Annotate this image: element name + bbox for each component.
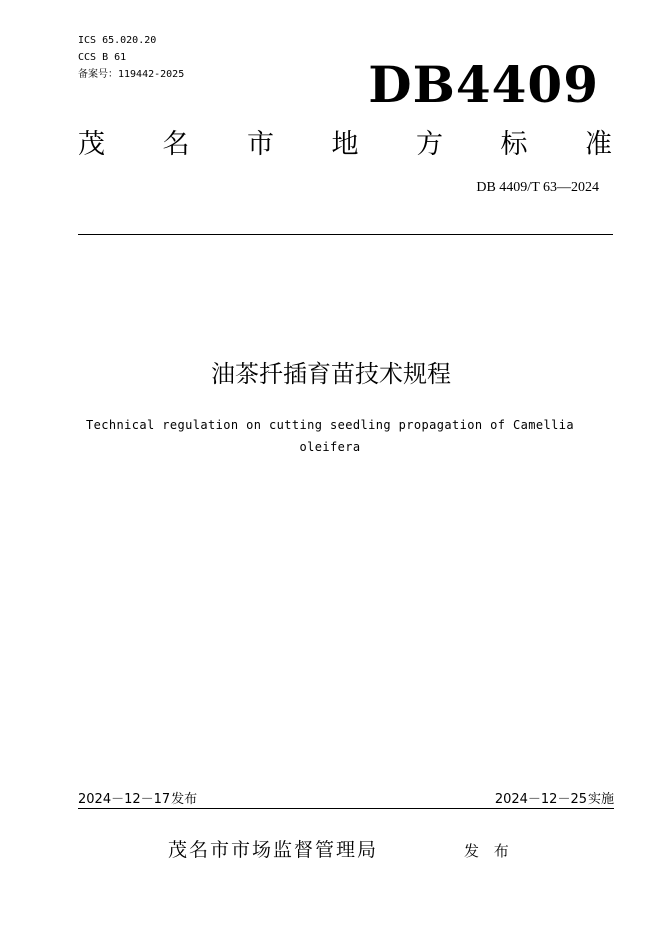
title-english: Technical regulation on cutting seedling propagation of Camellia oleifera [86, 418, 574, 454]
ccs-code: CCS B 61 [78, 52, 127, 63]
standard-category [78, 128, 612, 162]
category-char: 准 [585, 129, 612, 160]
issuing-authority: 茂名市市场监督管理局 [168, 839, 379, 861]
issue-action: 发 布 [464, 842, 514, 860]
footer-divider [78, 808, 614, 809]
standard-code: DB4409 [368, 55, 599, 114]
effective-label: 实施 [587, 792, 614, 807]
category-char: 方 [416, 129, 443, 160]
issue-date-line [78, 791, 197, 809]
category-char: 茂 [78, 129, 105, 160]
document-number: DB 4409/T 63—2024 [476, 180, 599, 195]
filing-number: 备案号：119442-2025 [78, 69, 185, 80]
title-chinese: 油茶扦插育苗技术规程 [211, 360, 451, 388]
issue-date: 2024－12－17 [78, 792, 171, 807]
category-char: 名 [162, 129, 190, 160]
category-char: 地 [331, 129, 359, 160]
ics-code: ICS 65.020.20 [78, 35, 157, 46]
header-divider [78, 234, 613, 235]
category-char: 市 [247, 129, 274, 160]
effective-date-line [495, 791, 614, 809]
issue-label: 发布 [171, 792, 198, 807]
effective-date: 2024－12－25 [494, 792, 587, 807]
category-char: 标 [500, 129, 528, 160]
